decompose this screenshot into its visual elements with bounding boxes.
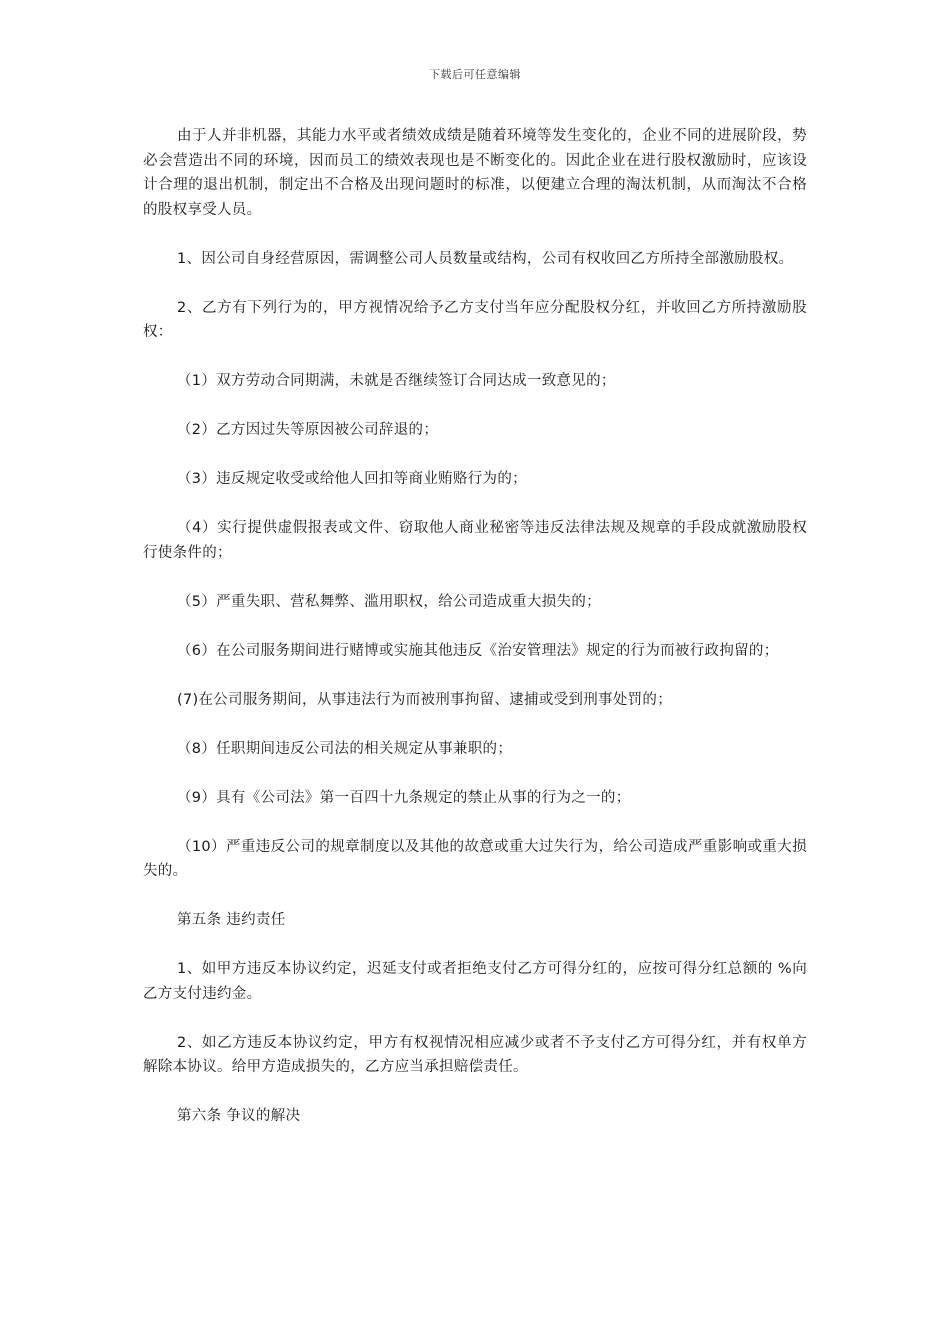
clause-item-2: 2、乙方有下列行为的，甲方视情况给予乙方支付当年应分配股权分红，并收回乙方所持激励股权： — [143, 299, 807, 340]
section-heading-article-6: 第六条 争议的解决 — [177, 1108, 301, 1124]
sub-item-7: (7)在公司服务期间，从事违法行为而被刑事拘留、逮捕或受到刑事处罚的； — [177, 691, 673, 708]
intro-paragraph: 由于人并非机器，其能力水平或者绩效成绩是随着环境等发生变化的，企业不同的进展阶段，势必会营造出不同的环境，因而员工的绩效表现也是不断变化的。因此企业在进行股权激励时，应该设计合理的退出机制，制定出不合格及出现问题时的标准，以便建立合理的淘汰机制，从而淘汰不合格的股权享受人员。 — [143, 128, 807, 218]
sub-item-3: （3）违反规定收受或给他人回扣等商业贿赂行为的； — [177, 471, 527, 487]
clause-item-1: 1、因公司自身经营原因，需调整公司人员数量或结构，公司有权收回乙方所持全部激励股权。 — [177, 250, 794, 267]
sub-item-1: （1）双方劳动合同期满，未就是否继续签订合同达成一致意见的； — [177, 373, 616, 389]
sub-item-9: （9）具有《公司法》第一百四十九条规定的禁止从事的行为之一的； — [177, 789, 631, 806]
article-5-item-1: 1、如甲方违反本协议约定，迟延支付或者拒绝支付乙方可得分红的，应按可得分红总额的 %向乙方支付违约金。 — [143, 961, 807, 1002]
document-body — [143, 124, 807, 1153]
sub-item-10: （10）严重违反公司的规章制度以及其他的故意或重大过失行为，给公司造成严重影响或重大损失的。 — [143, 838, 807, 879]
sub-item-6: （6）在公司服务期间进行赌博或实施其他违反《治安管理法》规定的行为而被行政拘留的； — [177, 642, 779, 659]
article-5-item-2: 2、如乙方违反本协议约定，甲方有权视情况相应减少或者不予支付乙方可得分红，并有权单方解除本协议。给甲方造成损失的，乙方应当承担赔偿责任。 — [143, 1034, 807, 1075]
sub-item-8: （8）任职期间违反公司法的相关规定从事兼职的； — [177, 740, 513, 757]
section-heading-article-5: 第五条 违约责任 — [177, 912, 286, 928]
sub-item-5: （5）严重失职、营私舞弊、滥用职权，给公司造成重大损失的； — [177, 593, 601, 610]
sub-item-2: （2）乙方因过失等原因被公司辞退的； — [177, 422, 439, 438]
page-header: 下载后可任意编辑 — [429, 68, 521, 81]
sub-item-4: （4）实行提供虚假报表或文件、窃取他人商业秘密等违反法律法规及规章的手段成就激励股权行使条件的； — [143, 520, 807, 561]
